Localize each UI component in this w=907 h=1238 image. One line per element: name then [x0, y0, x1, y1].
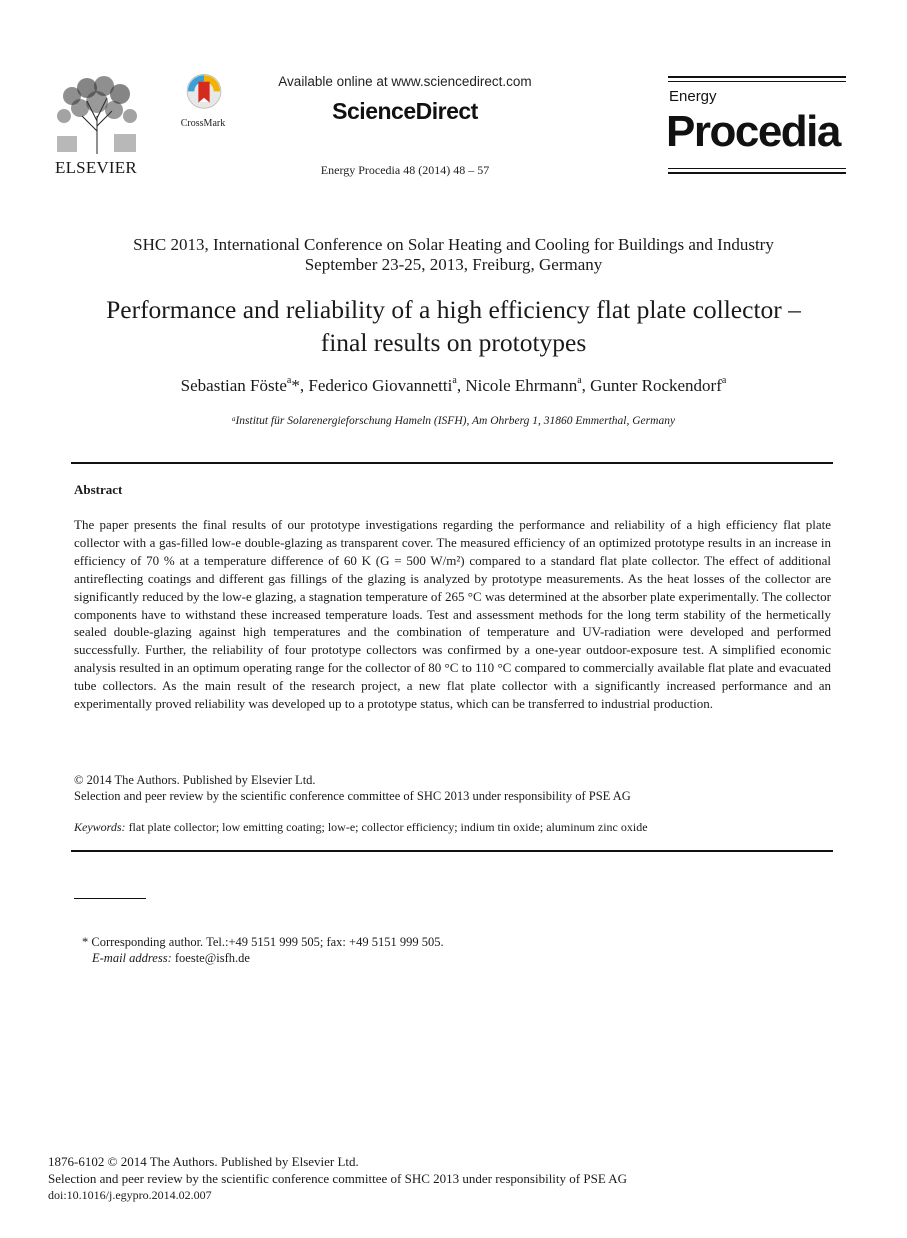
email-line [82, 950, 782, 966]
affiliation [40, 415, 867, 427]
keywords-label: Keywords: [74, 820, 126, 834]
crossmark-icon[interactable] [172, 72, 236, 122]
journal-logo-top-rule [668, 76, 846, 78]
journal-logo-procedia: Procedia [666, 107, 840, 156]
title-line-2: final results on prototypes [320, 328, 587, 357]
author-name: Gunter Rockendorf [590, 376, 722, 395]
corresponding-author-footnote [82, 934, 782, 966]
journal-logo-energy: Energy [669, 88, 717, 105]
journal-logo-bottom-rule [668, 172, 846, 174]
keywords [74, 820, 831, 835]
author-name: Sebastian Föste [180, 376, 287, 395]
abstract-text: The paper presents the final results of our prototype investigations regarding the performance and reliability of a high efficiency flat plate collector with a gas-filled low-e double-glazing as transparent cover. The measured efficiency of an optimized prototype results in an increase in efficiency of 70 % at a temperature difference of 60 K (G = 500 W/m²) compared to a standard flat plate collector. The effect of additional antireflecting coatings and different gas fillings of the glazing is analyzed by prototype measurements. As the heat losses of the collector are significantly reduced by the low-e glazing, a stagnation temperature of 265 °C was determined at the absorber plate experimentally. The collector components have to withstand these increased temperature loads. Test and assessment methods for the long term stability of the hermetically sealed double-glazing against high temperatures and the combination of temperature and UV-radiation were developed and performed successfully. Further, the reliability of four prototype collectors was confirmed by a one-year outdoor-exposure test. A simplified economic analysis resulted in an optimum operating range for the collector of 80 °C to 110 °C compared to commercially available flat plate and evacuated tube collectors. As the main result of the research project, a new flat plate collector with a significantly increased performance and an experimentally proved reliability was developed up to a prototype status, which can be transferred to industrial production. [74, 517, 831, 712]
footer-peer-review: Selection and peer review by the scientific conference committee of SHC 2013 under responsibility of PSE AG [48, 1171, 628, 1186]
copyright-line: © 2014 The Authors. Published by Elsevier Ltd. [74, 773, 316, 787]
author-separator: *, [291, 376, 309, 395]
corresponding-contact: * Corresponding author. Tel.:+49 5151 999 505; fax: +49 5151 999 505. [82, 935, 444, 949]
crossmark-label: CrossMark [180, 118, 226, 129]
peer-review-line: Selection and peer review by the scientific conference committee of SHC 2013 under responsibility of PSE AG [74, 789, 631, 803]
elsevier-wordmark: ELSEVIER [55, 158, 137, 177]
author-affiliation-mark: a [452, 375, 457, 386]
author-affiliation-mark: a [721, 375, 727, 386]
author-list [40, 376, 867, 396]
email-address[interactable]: foeste@isfh.de [171, 951, 250, 965]
author-name: Federico Giovannetti [308, 376, 453, 395]
abstract-bottom-rule [71, 850, 833, 852]
abstract-top-rule [71, 462, 833, 464]
conference-name: SHC 2013, International Conference on Solar Heating and Cooling for Buildings and Industry [133, 235, 774, 254]
page-footer [48, 1153, 848, 1204]
conference-info [40, 235, 867, 275]
author-affiliation-mark: a [286, 375, 292, 386]
title-line-1: Performance and reliability of a high efficiency flat plate collector – [106, 295, 801, 324]
citation-line: Energy Procedia 48 (2014) 48 – 57 [320, 163, 490, 177]
footnote-rule [74, 898, 146, 899]
author-separator: , [581, 376, 591, 395]
journal-logo-top-rule-thin [668, 81, 846, 82]
keywords-text: flat plate collector; low emitting coating; low-e; collector efficiency; indium tin oxide; aluminum zinc oxide [125, 820, 648, 834]
available-online-text: Available online at www.sciencedirect.com [278, 74, 532, 89]
author-name: Nicole Ehrmann [465, 376, 578, 395]
issn-copyright: 1876-6102 © 2014 The Authors. Published by Elsevier Ltd. [48, 1154, 359, 1169]
conference-dates: September 23-25, 2013, Freiburg, Germany [304, 255, 603, 274]
copyright-notice [74, 772, 831, 804]
elsevier-tree-logo [52, 76, 142, 156]
journal-logo-bottom-rule-thin [668, 168, 846, 169]
abstract-heading: Abstract [74, 482, 123, 497]
author-separator: , [456, 376, 466, 395]
doi-link[interactable]: doi:10.1016/j.egypro.2014.02.007 [48, 1188, 212, 1202]
author-affiliation-mark: a [577, 375, 582, 386]
email-label: E-mail address: [92, 951, 172, 965]
paper-title [40, 293, 867, 359]
affiliation-mark: a [231, 415, 236, 423]
affiliation-text: Institut für Solarenergieforschung Hameln (ISFH), Am Ohrberg 1, 31860 Emmerthal, Germany [235, 415, 676, 427]
sciencedirect-wordmark: ScienceDirect [332, 98, 478, 124]
